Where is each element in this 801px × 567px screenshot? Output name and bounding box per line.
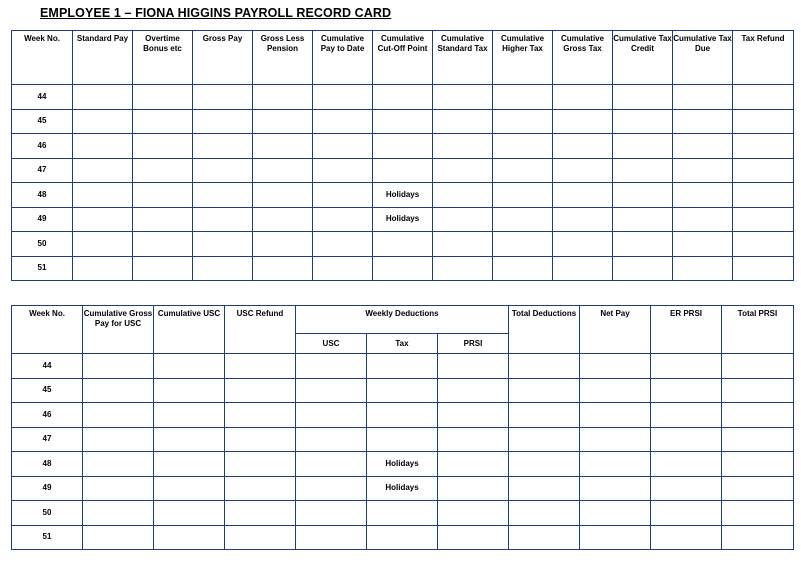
empty-cell bbox=[493, 109, 553, 134]
note-cell bbox=[367, 354, 438, 379]
note-cell bbox=[373, 158, 433, 183]
week-number-cell: 46 bbox=[12, 403, 83, 428]
empty-cell bbox=[673, 183, 733, 208]
empty-cell bbox=[225, 452, 296, 477]
empty-cell bbox=[722, 427, 794, 452]
empty-cell bbox=[433, 85, 493, 110]
empty-cell bbox=[133, 232, 193, 257]
empty-cell bbox=[296, 354, 367, 379]
empty-cell bbox=[154, 452, 225, 477]
note-cell bbox=[373, 109, 433, 134]
empty-cell bbox=[722, 354, 794, 379]
empty-cell bbox=[433, 207, 493, 232]
empty-cell bbox=[313, 232, 373, 257]
empty-cell bbox=[433, 134, 493, 159]
empty-cell bbox=[673, 232, 733, 257]
empty-cell bbox=[613, 207, 673, 232]
header-cumulative-gross-pay-usc: Cumulative Gross Pay for USC bbox=[83, 306, 154, 354]
empty-cell bbox=[296, 378, 367, 403]
empty-cell bbox=[154, 476, 225, 501]
note-cell bbox=[373, 85, 433, 110]
empty-cell bbox=[193, 232, 253, 257]
header-usc-refund: USC Refund bbox=[225, 306, 296, 354]
table1-header-cell: Week No. bbox=[12, 31, 73, 85]
table-row bbox=[12, 476, 794, 501]
week-number-cell: 49 bbox=[12, 207, 73, 232]
table-row bbox=[12, 134, 794, 159]
empty-cell bbox=[225, 476, 296, 501]
empty-cell bbox=[509, 525, 580, 550]
empty-cell bbox=[133, 256, 193, 281]
table-row bbox=[12, 427, 794, 452]
empty-cell bbox=[193, 158, 253, 183]
empty-cell bbox=[553, 134, 613, 159]
week-number-cell: 50 bbox=[12, 501, 83, 526]
empty-cell bbox=[651, 378, 722, 403]
empty-cell bbox=[313, 158, 373, 183]
empty-cell bbox=[722, 525, 794, 550]
header-usc: USC bbox=[296, 334, 367, 354]
note-cell: Holidays bbox=[373, 207, 433, 232]
empty-cell bbox=[509, 501, 580, 526]
header-net-pay: Net Pay bbox=[580, 306, 651, 354]
table-row bbox=[12, 403, 794, 428]
empty-cell bbox=[651, 427, 722, 452]
empty-cell bbox=[193, 85, 253, 110]
table1-header-cell: Cumulative Standard Tax bbox=[433, 31, 493, 85]
week-number-cell: 51 bbox=[12, 256, 73, 281]
empty-cell bbox=[313, 109, 373, 134]
empty-cell bbox=[225, 525, 296, 550]
table-row bbox=[12, 452, 794, 477]
empty-cell bbox=[438, 403, 509, 428]
empty-cell bbox=[154, 403, 225, 428]
note-cell bbox=[367, 427, 438, 452]
empty-cell bbox=[225, 403, 296, 428]
week-number-cell: 46 bbox=[12, 134, 73, 159]
table1-header-cell: Tax Refund bbox=[733, 31, 794, 85]
empty-cell bbox=[651, 403, 722, 428]
empty-cell bbox=[651, 501, 722, 526]
table1-header-cell: Cumulative Higher Tax bbox=[493, 31, 553, 85]
empty-cell bbox=[253, 134, 313, 159]
empty-cell bbox=[193, 134, 253, 159]
week-number-cell: 45 bbox=[12, 378, 83, 403]
note-cell: Holidays bbox=[367, 476, 438, 501]
empty-cell bbox=[613, 183, 673, 208]
empty-cell bbox=[433, 109, 493, 134]
empty-cell bbox=[133, 158, 193, 183]
header-week-no: Week No. bbox=[12, 306, 83, 354]
empty-cell bbox=[83, 403, 154, 428]
empty-cell bbox=[580, 525, 651, 550]
empty-cell bbox=[133, 85, 193, 110]
empty-cell bbox=[154, 427, 225, 452]
empty-cell bbox=[313, 183, 373, 208]
empty-cell bbox=[553, 207, 613, 232]
empty-cell bbox=[553, 109, 613, 134]
table-row bbox=[12, 158, 794, 183]
note-cell bbox=[373, 256, 433, 281]
empty-cell bbox=[83, 354, 154, 379]
note-cell bbox=[373, 134, 433, 159]
empty-cell bbox=[493, 85, 553, 110]
header-total-prsi: Total PRSI bbox=[722, 306, 794, 354]
empty-cell bbox=[253, 183, 313, 208]
empty-cell bbox=[509, 476, 580, 501]
empty-cell bbox=[253, 207, 313, 232]
empty-cell bbox=[73, 158, 133, 183]
empty-cell bbox=[438, 476, 509, 501]
week-number-cell: 44 bbox=[12, 354, 83, 379]
header-prsi: PRSI bbox=[438, 334, 509, 354]
empty-cell bbox=[438, 501, 509, 526]
note-cell bbox=[367, 501, 438, 526]
empty-cell bbox=[154, 525, 225, 550]
empty-cell bbox=[83, 476, 154, 501]
empty-cell bbox=[313, 256, 373, 281]
empty-cell bbox=[733, 158, 794, 183]
empty-cell bbox=[83, 525, 154, 550]
table1-header-cell: Overtime Bonus etc bbox=[133, 31, 193, 85]
empty-cell bbox=[613, 232, 673, 257]
empty-cell bbox=[553, 158, 613, 183]
empty-cell bbox=[133, 183, 193, 208]
empty-cell bbox=[83, 501, 154, 526]
table-row bbox=[12, 256, 794, 281]
empty-cell bbox=[438, 354, 509, 379]
empty-cell bbox=[580, 378, 651, 403]
empty-cell bbox=[313, 85, 373, 110]
empty-cell bbox=[613, 85, 673, 110]
empty-cell bbox=[73, 109, 133, 134]
note-cell bbox=[367, 403, 438, 428]
table1-header-cell: Standard Pay bbox=[73, 31, 133, 85]
empty-cell bbox=[193, 207, 253, 232]
empty-cell bbox=[73, 256, 133, 281]
empty-cell bbox=[83, 427, 154, 452]
week-number-cell: 45 bbox=[12, 109, 73, 134]
table-row bbox=[12, 232, 794, 257]
empty-cell bbox=[225, 427, 296, 452]
empty-cell bbox=[613, 158, 673, 183]
empty-cell bbox=[433, 232, 493, 257]
table-row bbox=[12, 183, 794, 208]
week-number-cell: 48 bbox=[12, 183, 73, 208]
empty-cell bbox=[154, 501, 225, 526]
empty-cell bbox=[73, 232, 133, 257]
empty-cell bbox=[313, 207, 373, 232]
empty-cell bbox=[509, 378, 580, 403]
header-cumulative-usc: Cumulative USC bbox=[154, 306, 225, 354]
empty-cell bbox=[722, 378, 794, 403]
empty-cell bbox=[438, 427, 509, 452]
empty-cell bbox=[73, 85, 133, 110]
empty-cell bbox=[154, 354, 225, 379]
empty-cell bbox=[253, 232, 313, 257]
table-row bbox=[12, 109, 794, 134]
empty-cell bbox=[253, 85, 313, 110]
week-number-cell: 50 bbox=[12, 232, 73, 257]
empty-cell bbox=[733, 256, 794, 281]
empty-cell bbox=[433, 158, 493, 183]
note-cell: Holidays bbox=[367, 452, 438, 477]
empty-cell bbox=[73, 207, 133, 232]
empty-cell bbox=[722, 476, 794, 501]
table1-header-cell: Gross Pay bbox=[193, 31, 253, 85]
empty-cell bbox=[580, 354, 651, 379]
empty-cell bbox=[296, 452, 367, 477]
empty-cell bbox=[673, 256, 733, 281]
table1-header-cell: Gross Less Pension bbox=[253, 31, 313, 85]
empty-cell bbox=[722, 403, 794, 428]
empty-cell bbox=[73, 134, 133, 159]
week-number-cell: 51 bbox=[12, 525, 83, 550]
empty-cell bbox=[580, 452, 651, 477]
empty-cell bbox=[651, 476, 722, 501]
empty-cell bbox=[225, 501, 296, 526]
empty-cell bbox=[296, 525, 367, 550]
header-weekly-deductions: Weekly Deductions bbox=[296, 306, 509, 334]
empty-cell bbox=[651, 354, 722, 379]
empty-cell bbox=[225, 354, 296, 379]
empty-cell bbox=[673, 85, 733, 110]
empty-cell bbox=[673, 134, 733, 159]
empty-cell bbox=[133, 134, 193, 159]
empty-cell bbox=[73, 183, 133, 208]
empty-cell bbox=[509, 354, 580, 379]
empty-cell bbox=[553, 85, 613, 110]
note-cell bbox=[367, 525, 438, 550]
empty-cell bbox=[493, 134, 553, 159]
note-cell: Holidays bbox=[373, 183, 433, 208]
empty-cell bbox=[296, 403, 367, 428]
empty-cell bbox=[133, 207, 193, 232]
empty-cell bbox=[733, 109, 794, 134]
table-row bbox=[12, 378, 794, 403]
empty-cell bbox=[253, 109, 313, 134]
table1-header-cell: Cumulative Tax Credit bbox=[613, 31, 673, 85]
empty-cell bbox=[733, 183, 794, 208]
week-number-cell: 49 bbox=[12, 476, 83, 501]
empty-cell bbox=[722, 501, 794, 526]
table-row bbox=[12, 501, 794, 526]
table-row bbox=[12, 85, 794, 110]
empty-cell bbox=[438, 452, 509, 477]
note-cell bbox=[373, 232, 433, 257]
empty-cell bbox=[733, 232, 794, 257]
empty-cell bbox=[733, 85, 794, 110]
empty-cell bbox=[580, 501, 651, 526]
empty-cell bbox=[553, 256, 613, 281]
empty-cell bbox=[509, 403, 580, 428]
week-number-cell: 47 bbox=[12, 427, 83, 452]
payroll-table-1 bbox=[11, 30, 794, 281]
empty-cell bbox=[193, 256, 253, 281]
empty-cell bbox=[193, 183, 253, 208]
table-row bbox=[12, 207, 794, 232]
empty-cell bbox=[580, 403, 651, 428]
empty-cell bbox=[493, 158, 553, 183]
empty-cell bbox=[438, 378, 509, 403]
empty-cell bbox=[493, 207, 553, 232]
empty-cell bbox=[553, 183, 613, 208]
empty-cell bbox=[613, 256, 673, 281]
empty-cell bbox=[733, 134, 794, 159]
empty-cell bbox=[296, 501, 367, 526]
empty-cell bbox=[673, 207, 733, 232]
empty-cell bbox=[83, 378, 154, 403]
empty-cell bbox=[613, 134, 673, 159]
week-number-cell: 47 bbox=[12, 158, 73, 183]
note-cell bbox=[367, 378, 438, 403]
empty-cell bbox=[651, 525, 722, 550]
empty-cell bbox=[613, 109, 673, 134]
empty-cell bbox=[722, 452, 794, 477]
empty-cell bbox=[509, 452, 580, 477]
week-number-cell: 48 bbox=[12, 452, 83, 477]
table1-header-cell: Cumulative Tax Due bbox=[673, 31, 733, 85]
empty-cell bbox=[493, 256, 553, 281]
table1-header-cell: Cumulative Cut-Off Point bbox=[373, 31, 433, 85]
empty-cell bbox=[253, 158, 313, 183]
table-row bbox=[12, 525, 794, 550]
table1-header-cell: Cumulative Pay to Date bbox=[313, 31, 373, 85]
empty-cell bbox=[296, 476, 367, 501]
empty-cell bbox=[253, 256, 313, 281]
empty-cell bbox=[509, 427, 580, 452]
empty-cell bbox=[438, 525, 509, 550]
empty-cell bbox=[493, 232, 553, 257]
empty-cell bbox=[133, 109, 193, 134]
header-tax: Tax bbox=[367, 334, 438, 354]
empty-cell bbox=[580, 476, 651, 501]
empty-cell bbox=[296, 427, 367, 452]
empty-cell bbox=[433, 183, 493, 208]
header-er-prsi: ER PRSI bbox=[651, 306, 722, 354]
empty-cell bbox=[580, 427, 651, 452]
empty-cell bbox=[154, 378, 225, 403]
empty-cell bbox=[733, 207, 794, 232]
table-row bbox=[12, 354, 794, 379]
empty-cell bbox=[83, 452, 154, 477]
empty-cell bbox=[553, 232, 613, 257]
empty-cell bbox=[673, 109, 733, 134]
empty-cell bbox=[651, 452, 722, 477]
payroll-table-2 bbox=[11, 305, 794, 550]
empty-cell bbox=[433, 256, 493, 281]
empty-cell bbox=[493, 183, 553, 208]
empty-cell bbox=[673, 158, 733, 183]
header-total-deductions: Total Deductions bbox=[509, 306, 580, 354]
empty-cell bbox=[225, 378, 296, 403]
page-title: EMPLOYEE 1 – FIONA HIGGINS PAYROLL RECORD CARD bbox=[40, 6, 392, 20]
empty-cell bbox=[193, 109, 253, 134]
empty-cell bbox=[313, 134, 373, 159]
week-number-cell: 44 bbox=[12, 85, 73, 110]
table1-header-cell: Cumulative Gross Tax bbox=[553, 31, 613, 85]
